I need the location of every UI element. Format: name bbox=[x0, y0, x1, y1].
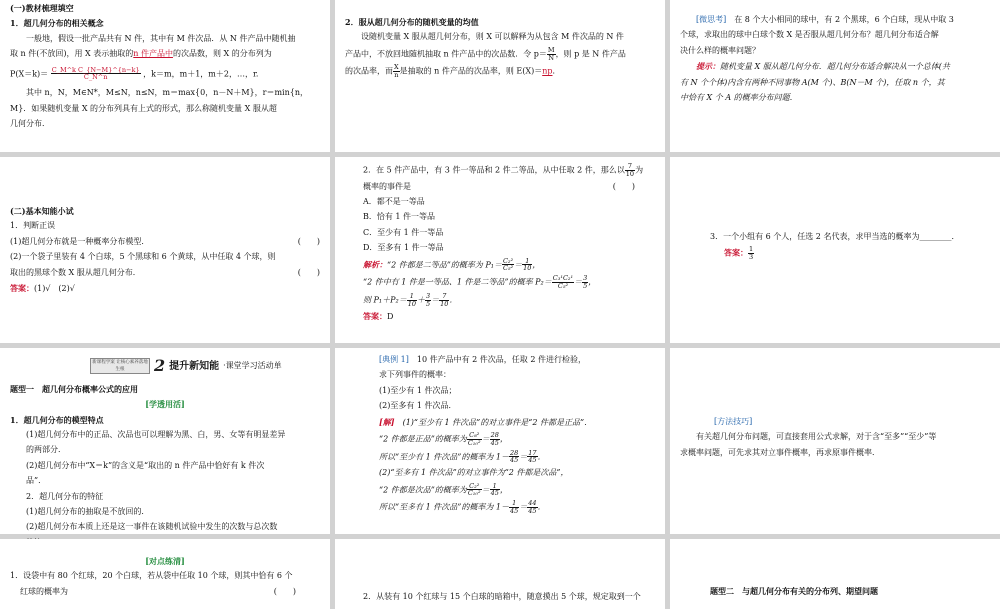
lesson-banner bbox=[90, 354, 320, 379]
choice-option-b: B．恰有 1 件一等品 bbox=[363, 212, 436, 222]
method-line: 求概率问题，可先求其对立事件概率，再求原事件概率． bbox=[680, 447, 880, 457]
expectation-title: 2．服从超几何分布的随机变量的均值 bbox=[345, 17, 479, 27]
concept-line: 取 n 件(不放回)，用 X 表示抽取的n 件产品中的次品数，则 X 的分布列为 bbox=[10, 49, 272, 59]
solution-line: 所以“至少有 1 件次品”的概率为 1－ $\frac{28}{45}$ ＝ $\frac{17}{45}$ ． bbox=[379, 448, 546, 465]
hint-line: 有 N 个个体)内含有两种不同事物 A(M 个)、B(N－M 个)，任取 n 个，其 bbox=[680, 77, 945, 87]
slide-method bbox=[670, 348, 1000, 534]
concept-line: 几何分布． bbox=[10, 118, 50, 128]
concept-title: 1．超几何分布的相关概念 bbox=[10, 18, 104, 29]
method-line: 有关超几何分布问题，可直接套用公式求解，对于含“至多”“至少”等 bbox=[696, 432, 937, 442]
explanation-line: “2 件中有 1 件是一等品、1 件是二等品”的概率 P₂＝ $\frac{\text{C₃¹C₂¹}}{\text{C₅²}}$ ＝ $\frac{3}{5}$ ， bbox=[363, 274, 597, 291]
banner-logo: 新课程学案 让核心素养落地生根 bbox=[90, 358, 150, 374]
slide-concept bbox=[0, 0, 330, 152]
expectation-line: 的次品率，而 $\frac{X}{n}$ 是抽取的 n 件产品的次品率，则 E(X)＝np． bbox=[345, 63, 561, 80]
quiz-item: (1)超几何分布就是一种概率分布模型． ( ) bbox=[10, 236, 320, 246]
banner-number: 2 bbox=[154, 356, 166, 375]
expectation-line: 产品中，不放回地随机抽取 n 件产品中的次品数．令 p＝ $\frac{M}{N}$ ，则 p 是 N 件产品 bbox=[345, 45, 626, 62]
slide-example1 bbox=[335, 348, 665, 534]
practice-line: 红球的概率为 ( ) bbox=[20, 586, 296, 596]
answer-line: 答案：D bbox=[363, 311, 394, 322]
type-title: 题型一 超几何分布概率公式的应用 bbox=[10, 383, 138, 394]
slide-type2 bbox=[670, 539, 1000, 609]
q3-question: 3．一个小组有 6 个人，任选 2 名代表，求甲当选的概率为________． bbox=[710, 232, 960, 241]
feature-line: (1)超几何分布中的正品、次品也可以理解为黑、白，男、女等有明显差异 bbox=[26, 429, 286, 439]
feature-heading: 1．超几何分布的模型特点 bbox=[10, 414, 104, 425]
explanation-line: 解析：“2 件都是二等品”的概率为 P₁＝ $\frac{\text{C₂²}}{\text{C₅²}}$ ＝ $\frac{1}{10}$ ， bbox=[363, 256, 541, 273]
example-line: (1)至少有 1 件次品； bbox=[379, 385, 457, 395]
quiz-item: (2)一个袋子里装有 4 个白球，5 个黑球和 6 个黄球，从中任取 4 个球，则 bbox=[10, 252, 276, 262]
feature-line: (2)超几何分布中“X＝k”的含义是“取出的 n 件产品中恰好有 k 件次 bbox=[26, 460, 265, 470]
banner-subtitle: ·课堂学习活动单 bbox=[223, 361, 282, 371]
choice-question: 概率的事件是 ( ) bbox=[363, 181, 635, 191]
choice-option-a: A．都不是一等品 bbox=[363, 197, 425, 207]
hint-line: 提示：随机变量 X 服从超几何分布．超几何分布适合解决从一个总体(共 bbox=[696, 61, 950, 72]
think-question: [微思考] 在 8 个大小相同的球中，有 2 个黑球，6 个白球，现从中取 3 bbox=[696, 15, 954, 24]
practice-line: 1．设袋中有 80 个红球，20 个白球，若从袋中任取 10 个球，则其中恰有 6 个 bbox=[10, 571, 293, 581]
solution-tag: [解] bbox=[379, 416, 395, 427]
example-tag: [典例 1] bbox=[379, 355, 409, 364]
feature-line: 的两部分． bbox=[26, 445, 66, 455]
practice-tag: [对点练清] bbox=[145, 556, 185, 566]
learn-tag: [学透用活] bbox=[145, 399, 185, 410]
slide-choice bbox=[335, 157, 665, 343]
solution-line: (2)“至多有 1 件次品”的对立事件为“2 件都是次品”， bbox=[379, 468, 569, 478]
fill-blank: n 件产品中 bbox=[133, 49, 173, 59]
think-line: 个球，求取出的球中白球个数 X 是否服从超几何分布？超几何分布适合解 bbox=[680, 30, 939, 40]
solution-line: “2 件都是次品”的概率为 $\frac{\text{C₂²}}{\text{C₁₀²}}$ ＝ $\frac{1}{45}$ ， bbox=[379, 481, 508, 498]
answer-line: 答案：(1)√ (2)√ bbox=[10, 282, 75, 293]
practice-line: 2．从装有 10 个红球与 15 个白球的暗箱中，随意摸出 5 个球，规定取到一个 bbox=[363, 592, 641, 601]
feature-line: 品”． bbox=[26, 476, 47, 486]
section-head: (一)教材梳理填空 bbox=[10, 3, 74, 13]
feature-line: (1)超几何分布的抽取是不放回的． bbox=[26, 506, 150, 516]
slide-think bbox=[670, 0, 1000, 152]
method-tag: [方法技巧] bbox=[714, 417, 753, 426]
section-head: (二)基本知能小试 bbox=[10, 206, 74, 216]
banner-title: 提升新知能 bbox=[169, 360, 220, 372]
slide-practice bbox=[0, 539, 330, 609]
choice-option-d: D．至多有 1 件一等品 bbox=[363, 243, 444, 253]
fill-blank: np bbox=[542, 66, 553, 76]
concept-line: 其中 n，N，M∈N*，M≤N，n≤N，m＝max{0，n－N＋M}，r＝min{n， bbox=[26, 88, 308, 98]
example-line: 求下列事件的概率： bbox=[379, 370, 451, 380]
example-line: (2)至多有 1 件次品． bbox=[379, 401, 457, 411]
slide-type1 bbox=[0, 348, 330, 534]
distribution-formula: P(X＝k)＝ $\frac{\text{C\_M\textasciicircum{}k C\_\{N−M\}\textasciicircum{}\{n−k\}}}{C\_N\^{}n}$ ，k＝m，m＋1，m＋2，…，r. bbox=[10, 65, 259, 82]
solution-line: [解] (1)“至少有 1 件次品”的对立事件是“2 件都是正品”． bbox=[379, 416, 593, 427]
think-tag: [微思考] bbox=[696, 15, 727, 24]
quiz-title: 1．判断正误 bbox=[10, 221, 56, 231]
feature-heading: 2．超几何分布的特征 bbox=[26, 491, 104, 501]
solution-line: 所以“至多有 1 件次品”的概率为 1－ $\frac{1}{45}$ ＝ $\frac{44}{45}$ ． bbox=[379, 499, 546, 516]
expectation-line: 设随机变量 X 服从超几何分布，则 X 可以解释为从包含 M 件次品的 N 件 bbox=[361, 32, 624, 42]
example-question: [典例 1] 10 件产品中有 2 件次品，任取 2 件进行检验， bbox=[379, 355, 586, 364]
choice-option-c: C．至少有 1 件一等品 bbox=[363, 227, 444, 237]
think-line: 决什么样的概率问题？ bbox=[680, 45, 760, 55]
quiz-item: 取出的黑球个数 X 服从超几何分布． ( ) bbox=[10, 267, 320, 277]
slide-practice2 bbox=[335, 539, 665, 609]
hint-line: 中恰有 X 个 A 的概率分布问题． bbox=[680, 92, 798, 102]
concept-line: 一般地，假设一批产品共有 N 件，其中有 M 件次品．从 N 件产品中随机抽 bbox=[26, 33, 296, 43]
choice-question: 2．在 5 件产品中，有 3 件一等品和 2 件二等品，从中任取 2 件，那么以 $\frac{7}{10}$ 为 bbox=[363, 162, 644, 178]
feature-line: (2)超几何分布本质上还是这一事件在该随机试验中发生的次数与总次数 bbox=[26, 522, 278, 532]
slide-expectation bbox=[335, 0, 665, 152]
concept-line: M}．如果随机变量 X 的分布列具有上式的形式，那么称随机变量 X 服从超 bbox=[10, 103, 277, 113]
explanation-line: 则 P₁＋P₂＝ $\frac{1}{10}$ ＋ $\frac{3}{5}$ ＝ $\frac{7}{10}$ ． bbox=[363, 291, 458, 308]
type-title: 题型二 与超几何分布有关的分布列、期望问题 bbox=[710, 586, 878, 596]
hint-tag: 提示： bbox=[696, 61, 720, 72]
answer-line: 答案： $\frac{1}{3}$ bbox=[724, 245, 754, 262]
solution-line: “2 件都是正品”的概率为 $\frac{\text{C₈²}}{\text{C₁₀²}}$ ＝ $\frac{28}{45}$ ， bbox=[379, 430, 508, 447]
slide-quiz bbox=[0, 157, 330, 343]
formula-fraction: $\frac{\text{C\_M\textasciicircum{}k C\_\{N−M\}\textasciicircum{}\{n−k\}}}{C\_N\^{}n}$ bbox=[51, 65, 140, 82]
slide-q3 bbox=[670, 157, 1000, 343]
